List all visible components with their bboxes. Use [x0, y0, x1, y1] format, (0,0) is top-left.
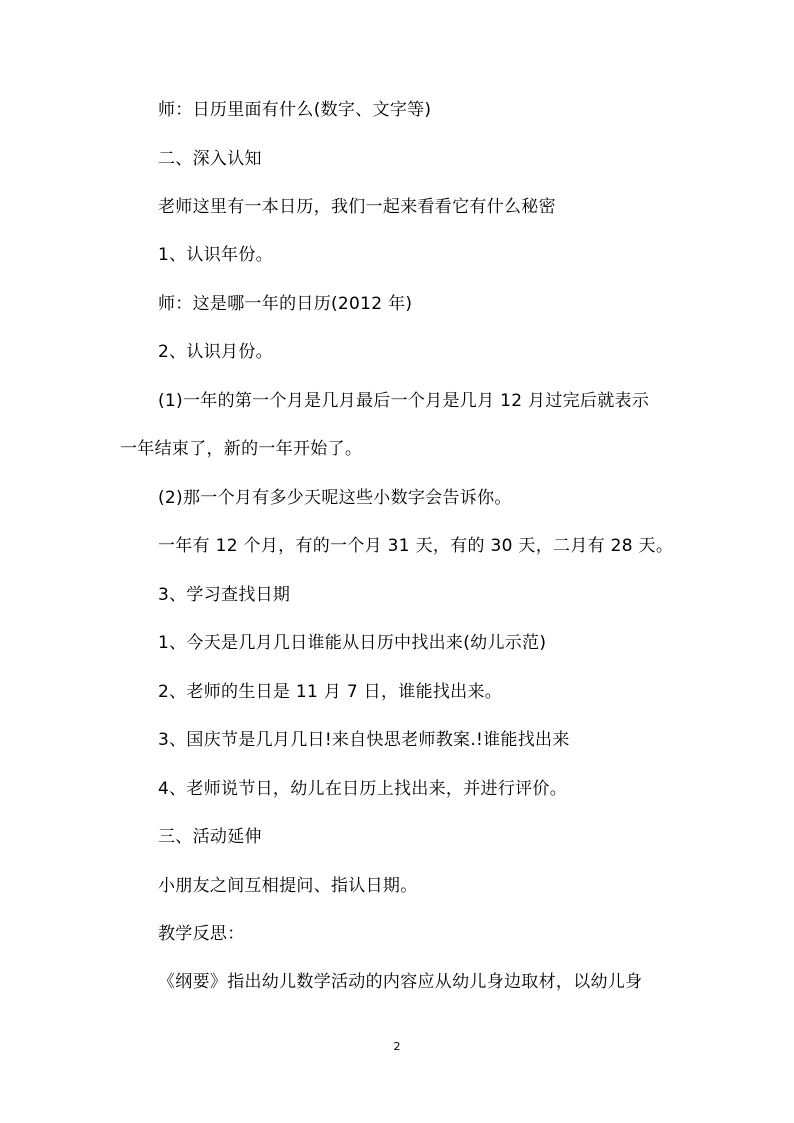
subheading-line: 3、学习查找日期: [158, 585, 291, 605]
paragraph-line: 一年有 12 个月，有的一个月 31 天，有的 30 天，二月有 28 天。: [158, 536, 674, 556]
paragraph-line: 《纲要》指出幼儿数学活动的内容应从幼儿身边取材，以幼儿身: [158, 972, 643, 992]
paragraph-line: (2)那一个月有多少天呢这些小数字会告诉你。: [158, 488, 512, 508]
paragraph-line: 2、老师的生日是 11 月 7 日，谁能找出来。: [158, 682, 503, 702]
paragraph-line: (1)一年的第一个月是几月最后一个月是几月 12 月过完后就表示: [158, 391, 650, 411]
paragraph-line: 一年结束了，新的一年开始了。: [120, 439, 363, 459]
page-number: 2: [393, 1040, 401, 1053]
subheading-line: 2、认识月份。: [158, 342, 273, 362]
paragraph-line: 小朋友之间互相提问、指认日期。: [158, 876, 418, 896]
section-heading: 三、活动延伸: [158, 827, 262, 847]
paragraph-line: 3、国庆节是几月几日!来自快思老师教案.!谁能找出来: [158, 730, 570, 750]
paragraph-line: 教学反思：: [158, 924, 245, 944]
paragraph-line: 师：日历里面有什么(数字、文字等): [158, 100, 432, 120]
paragraph-line: 1、今天是几月几日谁能从日历中找出来(幼儿示范): [158, 633, 547, 653]
section-heading: 二、深入认知: [158, 149, 262, 169]
paragraph-line: 4、老师说节日，幼儿在日历上找出来，并进行评价。: [158, 779, 568, 799]
paragraph-line: 老师这里有一本日历，我们一起来看看它有什么秘密: [158, 197, 556, 217]
paragraph-line: 师：这是哪一年的日历(2012 年): [158, 294, 413, 314]
subheading-line: 1、认识年份。: [158, 245, 273, 265]
